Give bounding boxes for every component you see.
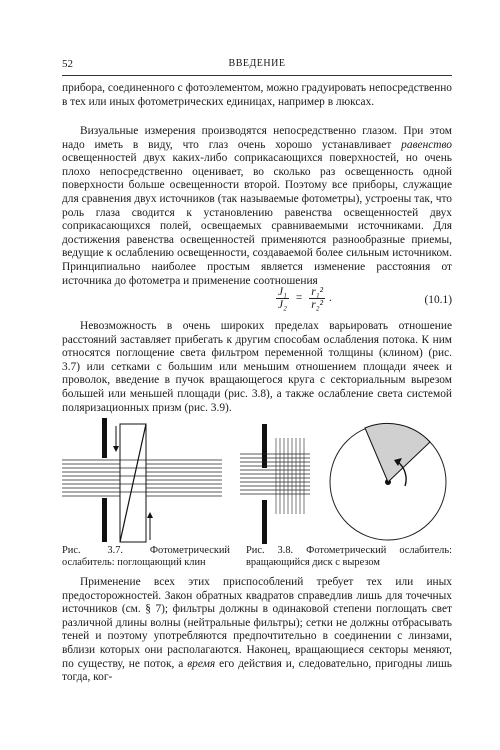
caption-figure-3-7: Рис. 3.7. Фотометрический ослабитель: поглощающий клин — [62, 545, 230, 569]
arrow-up-icon — [147, 512, 153, 540]
fraction-left-numerator: J₁ — [278, 286, 288, 298]
fraction-right — [309, 286, 325, 311]
paragraph-4-text-a: Применение всех этих приспособлений требует тех или иных предосторожностей. Закон обратных квадратов справедлив лишь для точечных источников (см. § 7); фильтры должны в одинаковой степени поглощать свет различной длины волны (нейтральные фильтры); сетки не должны отбрасывать теней и поэтому употребляются предпочтительно в соединении с линзами, вблизи которых они располагаются. Наконец, вращающиеся секторы меняют, по существу, не поток, а — [62, 576, 452, 670]
equation-number: (10.1) — [424, 294, 452, 306]
beam-hatch — [276, 438, 304, 514]
equation-period: . — [329, 292, 332, 305]
figure-3-8-sector-disk — [240, 418, 452, 548]
paragraph-2 — [62, 125, 452, 288]
paragraph-4 — [62, 576, 452, 685]
header-rule — [62, 75, 452, 76]
running-header — [62, 58, 452, 76]
paragraph-1: прибора, соединенного с фотоэлементом, можно градуировать непосредственно в тех или иных фотометрических единицах, например в люксах. — [62, 82, 452, 108]
figure-3-7-wedge — [62, 418, 222, 548]
caption-figure-3-8: Рис. 3.8. Фотометрический ослабитель: вращающийся диск с вырезом — [246, 545, 452, 569]
fraction-right-numerator: r₁² — [311, 286, 323, 298]
running-head-title: ВВЕДЕНИЕ — [228, 58, 286, 69]
fraction-left — [276, 286, 289, 311]
disk-edge-bar-upper — [262, 424, 267, 468]
aperture-upper — [102, 418, 107, 458]
paragraph-3: Невозможность в очень широких пределах варьировать отношение расстояний заставляет прибегать к другим способам ослабления потока. К ним относятся поглощение света фильтром переменной толщины (клином) (рис. 3.7) или сетками с большим или меньшим отношением площади ячеек и проволок, введение в пучок вращающегося круга с секториальным вырезом большей или меньшей площади (рис. 3.8), а также ослабление света системой поляризационных призм (рис. 3.9). — [62, 320, 452, 414]
fraction-left-denominator: J₂ — [278, 299, 288, 311]
equation-10-1 — [62, 286, 452, 316]
paragraph-2-text-b: освещенностей двух каких-либо соприкасающихся поверхностей, но очень плохо непосредственно оценивает, во сколько раз освещенность одной поверхности больше освещенности второй. Поэтому все приборы, служащие для сравнения двух источников (так называемые фотометры), устроены так, что роль глаза сводится к установлению равенства освещенностей двух соприкасающихся полей, освещаемых сравниваемыми источниками. Для достижения равенства освещенностей применяются разнообразные приемы, ведущие к ослаблению освещенности, создаваемой более сильным источником. Принципиально наиболее простым является изменение расстояния от источника до фотометра и применение соотношения — [62, 152, 452, 287]
paragraph-2-text-a: Визуальные измерения производятся непосредственно глазом. При этом надо иметь в виду, что глаз очень хорошо устанавливает — [62, 125, 452, 151]
page-number: 52 — [62, 58, 73, 70]
aperture-lower — [102, 498, 107, 542]
equation-body — [272, 286, 332, 311]
paragraph-4-emphasis: время — [187, 657, 216, 670]
paragraph-4-text-b: его действия и, следовательно, пригодны лишь тогда, ког- — [62, 657, 452, 684]
disk-edge-bar-lower — [262, 500, 267, 544]
fraction-right-denominator: r₂² — [311, 299, 323, 311]
equals-sign: = — [295, 292, 303, 305]
beam-lines — [240, 454, 310, 494]
paragraph-2-emphasis: равенство — [401, 138, 452, 151]
arrow-down-icon — [113, 426, 119, 452]
